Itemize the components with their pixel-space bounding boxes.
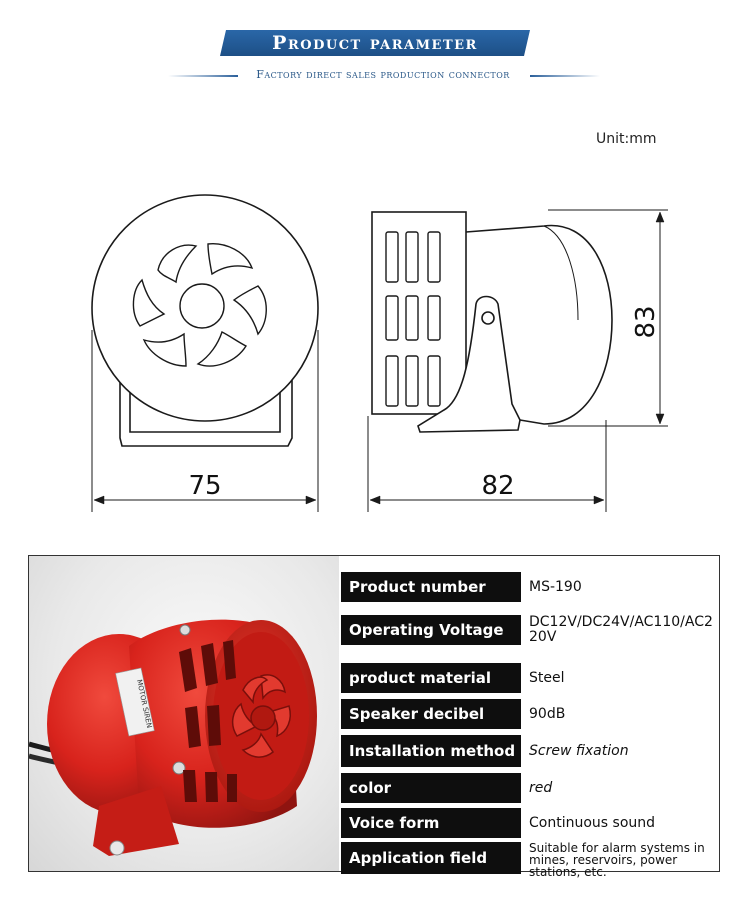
spec-value: Steel (529, 670, 565, 686)
product-photo (29, 556, 339, 871)
spec-value: red (529, 780, 553, 796)
spec-value: DC12V/DC24V/AC110/AC220V (529, 614, 713, 645)
spec-label: color (341, 773, 521, 803)
width-dimension-label: 75 (188, 471, 222, 501)
spec-value: Screw fixation (529, 743, 629, 759)
spec-label: Application field (341, 842, 521, 874)
spec-label: Product number (341, 572, 521, 602)
spec-value: 90dB (529, 706, 566, 722)
depth-dimension-label: 82 (481, 471, 515, 501)
subtitle-divider-right (530, 75, 600, 77)
siren-illustration (29, 556, 339, 871)
side-view-drawing (368, 210, 668, 512)
spec-value: MS-190 (529, 579, 582, 595)
spec-label: Operating Voltage (341, 615, 521, 645)
spec-label: Voice form (341, 808, 521, 838)
unit-label: Unit:mm (596, 131, 657, 147)
spec-panel (28, 555, 720, 879)
siren-label-text: MOTOR SIREN (135, 678, 154, 729)
height-dimension-label: 83 (631, 305, 661, 339)
subtitle-divider-left (168, 75, 238, 77)
front-view-drawing (92, 195, 318, 512)
page-subtitle: Factory direct sales production connector (256, 68, 510, 81)
spec-label: Speaker decibel (341, 699, 521, 729)
dimension-drawing (0, 150, 750, 530)
title-banner (220, 30, 530, 56)
page-title: Product parameter (272, 32, 478, 54)
spec-value: Suitable for alarm systems in mines, reservoirs, power stations, etc. (529, 841, 705, 879)
spec-value: Continuous sound (529, 815, 656, 831)
spec-label: product material (341, 663, 521, 693)
spec-label: Installation method (341, 735, 521, 767)
